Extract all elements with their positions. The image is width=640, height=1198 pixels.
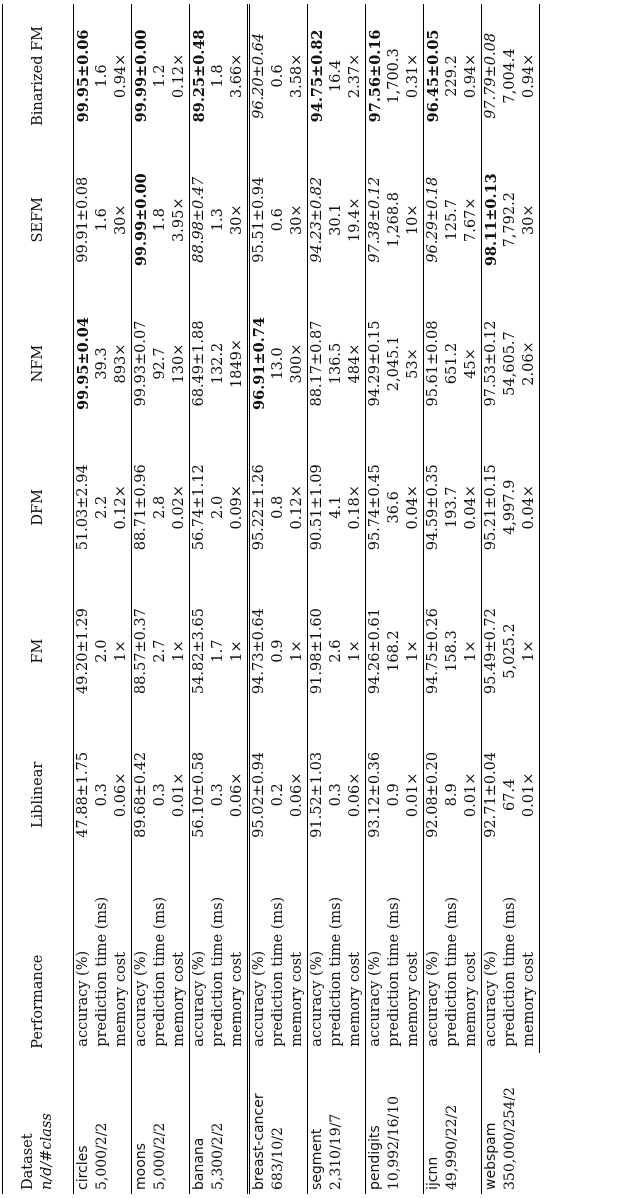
- value-cell: 30×: [520, 148, 540, 292]
- dataset-meta: 683/10/2: [270, 1127, 286, 1190]
- table-row: [228, 4, 249, 1194]
- table-row: [288, 4, 308, 1194]
- value-cell: 125.7: [444, 198, 460, 241]
- value-cell: 2,045.1: [386, 335, 402, 392]
- dataset-cell: [190, 1053, 249, 1194]
- value-cell: 88.57±0.37: [132, 579, 152, 723]
- dataset-meta: 2,310/19/7: [328, 1113, 344, 1190]
- metric-label: accuracy (%): [249, 867, 270, 1053]
- value-cell: 2.8: [152, 495, 168, 519]
- metric-label: accuracy (%): [366, 867, 386, 1053]
- value-cell: 91.98±1.60: [308, 579, 328, 723]
- dataset-meta: 350,000/254/2: [502, 1087, 518, 1190]
- method-header: FM: [3, 579, 74, 723]
- table-row: [482, 4, 502, 1194]
- metric-label: memory cost: [171, 952, 187, 1047]
- value-cell: 97.79±0.08: [482, 4, 502, 148]
- value-cell: 56.74±1.12: [190, 435, 210, 579]
- table-row: [249, 4, 270, 1194]
- metric-label: memory cost: [347, 952, 363, 1047]
- value-cell: 3.95×: [171, 197, 187, 242]
- value-cell: 132.2: [210, 342, 226, 385]
- value-cell: 0.9: [386, 783, 402, 807]
- value-cell: 99.93±0.07: [132, 292, 152, 436]
- value-cell: 89.25±0.48: [190, 4, 210, 148]
- metric-label: accuracy (%): [308, 867, 328, 1053]
- metric-label: prediction time (ms): [444, 896, 460, 1047]
- table-body: [74, 4, 540, 1194]
- value-cell: 95.51±0.94: [249, 148, 270, 292]
- metric-label: prediction time (ms): [210, 896, 226, 1047]
- value-cell: 193.7: [444, 486, 460, 529]
- value-cell: 96.20±0.64: [249, 4, 270, 148]
- value-cell: 0.31×: [405, 53, 421, 99]
- results-table: [2, 4, 540, 1194]
- value-cell: 30×: [229, 204, 245, 236]
- value-cell: 51.03±2.94: [74, 435, 94, 579]
- table-row: [269, 4, 288, 1194]
- value-cell: 0.06×: [229, 772, 245, 818]
- value-cell: 1×: [463, 640, 479, 662]
- value-cell: 56.10±0.58: [190, 723, 210, 867]
- value-cell: 94.29±0.15: [366, 292, 386, 436]
- value-cell: 95.22±1.26: [249, 435, 270, 579]
- value-cell: 0.12×: [171, 53, 187, 99]
- metric-label: prediction time (ms): [386, 896, 402, 1047]
- value-cell: 95.61±0.08: [424, 292, 444, 436]
- value-cell: 96.45±0.05: [424, 4, 444, 148]
- value-cell: 94.59±0.35: [424, 435, 444, 579]
- dataset-meta: 5,300/2/2: [210, 1122, 226, 1190]
- value-cell: 96.91±0.74: [249, 292, 270, 436]
- value-cell: 2.0: [210, 495, 226, 519]
- value-cell: 1×: [113, 640, 129, 662]
- metric-label: prediction time (ms): [152, 896, 168, 1047]
- value-cell: 49.20±1.29: [74, 579, 94, 723]
- method-header: Liblinear: [3, 723, 74, 867]
- value-cell: 95.74±0.45: [366, 435, 386, 579]
- value-cell: 10×: [405, 204, 421, 236]
- table-row: [424, 4, 444, 1194]
- table-row: [190, 4, 210, 1194]
- value-cell: 1,268.8: [386, 192, 402, 248]
- dataset-cell: [308, 1053, 366, 1194]
- table-row: [443, 4, 462, 1194]
- dataset-header: [3, 1053, 74, 1194]
- value-cell: 16.4: [328, 59, 344, 93]
- dataset-name: banana: [191, 1137, 207, 1190]
- value-cell: 94.26±0.61: [366, 579, 386, 723]
- metric-label: memory cost: [229, 952, 245, 1047]
- value-cell: 0.12×: [113, 485, 129, 530]
- value-cell: 1×: [405, 640, 421, 662]
- metric-label: accuracy (%): [74, 867, 94, 1053]
- value-cell: 8.9: [444, 783, 460, 807]
- value-cell: 893×: [113, 343, 129, 384]
- table-row: [308, 4, 328, 1194]
- value-cell: 45×: [463, 348, 479, 379]
- metric-label: prediction time (ms): [502, 896, 518, 1047]
- value-cell: 97.38±0.12: [366, 148, 386, 292]
- table-row: [170, 4, 190, 1194]
- metric-label: accuracy (%): [132, 867, 152, 1053]
- value-cell: 0.01×: [520, 723, 540, 867]
- value-cell: 0.3: [152, 783, 168, 807]
- value-cell: 2.2: [94, 495, 110, 519]
- dataset-meta: 10,992/16/10: [386, 1095, 402, 1190]
- dataset-name: moons: [133, 1143, 149, 1190]
- metric-label: memory cost: [520, 867, 540, 1053]
- value-cell: 36.6: [386, 491, 402, 524]
- value-cell: 0.94×: [520, 4, 540, 148]
- value-cell: 5,025.2: [502, 623, 518, 679]
- value-cell: 67.4: [502, 778, 518, 812]
- value-cell: 94.75±0.26: [424, 579, 444, 723]
- value-cell: 0.3: [210, 783, 226, 807]
- value-cell: 3.66×: [229, 53, 245, 99]
- value-cell: 0.94×: [463, 53, 479, 99]
- value-cell: 0.02×: [171, 485, 187, 530]
- value-cell: 98.11±0.13: [482, 148, 502, 292]
- value-cell: 1,700.3: [386, 48, 402, 104]
- value-cell: 88.71±0.96: [132, 435, 152, 579]
- method-header: SEFM: [3, 148, 74, 292]
- metric-label: prediction time (ms): [328, 896, 344, 1047]
- value-cell: 94.75±0.82: [308, 4, 328, 148]
- value-cell: 0.6: [270, 64, 286, 88]
- value-cell: 91.52±1.03: [308, 723, 328, 867]
- dataset-cell: [132, 1053, 190, 1194]
- value-cell: 1×: [347, 640, 363, 662]
- value-cell: 130×: [171, 343, 187, 384]
- value-cell: 96.29±0.18: [424, 148, 444, 292]
- value-cell: 95.02±0.94: [249, 723, 270, 867]
- method-header: DFM: [3, 435, 74, 579]
- value-cell: 168.2: [386, 630, 402, 672]
- value-cell: 0.01×: [405, 772, 421, 818]
- value-cell: 0.04×: [463, 485, 479, 530]
- value-cell: 0.2: [270, 783, 286, 807]
- value-cell: 0.06×: [347, 772, 363, 818]
- metric-label: memory cost: [113, 952, 129, 1047]
- value-cell: 2.6: [328, 639, 344, 663]
- value-cell: 1.6: [94, 64, 110, 88]
- value-cell: 0.18×: [347, 485, 363, 530]
- value-cell: 30.1: [328, 203, 344, 236]
- metric-label: prediction time (ms): [270, 896, 286, 1047]
- value-cell: 88.98±0.47: [190, 148, 210, 292]
- table-row: [520, 4, 540, 1194]
- value-cell: 0.3: [94, 783, 110, 807]
- header-row: [3, 4, 74, 1194]
- value-cell: 0.01×: [463, 772, 479, 818]
- value-cell: 92.08±0.20: [424, 723, 444, 867]
- value-cell: 229.2: [444, 55, 460, 97]
- value-cell: 3.58×: [289, 53, 305, 99]
- value-cell: 300×: [289, 343, 305, 384]
- value-cell: 99.95±0.04: [74, 292, 94, 436]
- value-cell: 88.17±0.87: [308, 292, 328, 436]
- value-cell: 1.8: [152, 208, 168, 232]
- metric-label: prediction time (ms): [94, 896, 110, 1047]
- value-cell: 53×: [405, 348, 421, 379]
- value-cell: 136.5: [328, 342, 344, 385]
- table-row: [132, 4, 152, 1194]
- value-cell: 99.99±0.00: [132, 4, 152, 148]
- value-cell: 90.51±1.09: [308, 435, 328, 579]
- value-cell: 92.71±0.04: [482, 723, 502, 867]
- value-cell: 0.04×: [405, 485, 421, 530]
- value-cell: 94.23±0.82: [308, 148, 328, 292]
- value-cell: 92.7: [152, 347, 168, 380]
- table-row: [327, 4, 346, 1194]
- value-cell: 1×: [520, 579, 540, 723]
- dataset-name: pendigits: [367, 1125, 383, 1190]
- value-cell: 13.0: [270, 347, 286, 380]
- value-cell: 68.49±1.88: [190, 292, 210, 436]
- table-row: [209, 4, 228, 1194]
- value-cell: 0.94×: [113, 53, 129, 99]
- value-cell: 0.06×: [289, 772, 305, 818]
- performance-header: Performance: [3, 867, 74, 1053]
- value-cell: 99.99±0.00: [132, 148, 152, 292]
- value-cell: 0.8: [270, 495, 286, 519]
- dataset-cell: [424, 1053, 482, 1194]
- dataset-name: breast-cancer: [251, 1093, 267, 1190]
- dataset-cell: [366, 1053, 424, 1194]
- dataset-name: circles: [75, 1145, 91, 1190]
- dataset-cell: [249, 1053, 308, 1194]
- value-cell: 0.09×: [229, 485, 245, 530]
- metric-label: memory cost: [463, 952, 479, 1047]
- metric-label: accuracy (%): [482, 867, 502, 1053]
- value-cell: 47.88±1.75: [74, 723, 94, 867]
- value-cell: 54.82±3.65: [190, 579, 210, 723]
- value-cell: 2.37×: [347, 53, 363, 99]
- value-cell: 99.95±0.06: [74, 4, 94, 148]
- value-cell: 1×: [229, 640, 245, 662]
- value-cell: 95.49±0.72: [482, 579, 502, 723]
- dataset-name: ijcnn: [425, 1156, 441, 1190]
- value-cell: 30×: [113, 204, 129, 236]
- value-cell: 54,605.7: [502, 331, 518, 396]
- value-cell: 7.67×: [463, 197, 479, 242]
- dataset-cell: [482, 1053, 540, 1194]
- dataset-cell: [74, 1053, 132, 1194]
- dataset-meta: 5,000/2/2: [152, 1122, 168, 1190]
- value-cell: 0.06×: [113, 772, 129, 818]
- dataset-name: segment: [309, 1128, 325, 1190]
- value-cell: 0.01×: [171, 772, 187, 818]
- value-cell: 4,997.9: [502, 479, 518, 535]
- value-cell: 0.6: [270, 208, 286, 232]
- value-cell: 1849×: [229, 338, 245, 389]
- table-row: [112, 4, 132, 1194]
- value-cell: 39.3: [94, 347, 110, 380]
- value-cell: 0.3: [328, 783, 344, 807]
- value-cell: 99.91±0.08: [74, 148, 94, 292]
- dataset-header-sub: n/d/#class: [39, 1113, 55, 1190]
- value-cell: 97.53±0.12: [482, 292, 502, 436]
- table-row: [346, 4, 366, 1194]
- value-cell: 1.8: [210, 64, 226, 88]
- value-cell: 94.73±0.64: [249, 579, 270, 723]
- value-cell: 89.68±0.42: [132, 723, 152, 867]
- value-cell: 93.12±0.36: [366, 723, 386, 867]
- value-cell: 97.56±0.16: [366, 4, 386, 148]
- method-header: NFM: [3, 292, 74, 436]
- value-cell: 7,792.2: [502, 192, 518, 248]
- metric-label: accuracy (%): [424, 867, 444, 1053]
- value-cell: 651.2: [444, 342, 460, 385]
- value-cell: 7,004.4: [502, 48, 518, 104]
- value-cell: 1.3: [210, 208, 226, 232]
- value-cell: 484×: [347, 343, 363, 384]
- table-row: [462, 4, 482, 1194]
- method-header: Binarized FM: [3, 4, 74, 148]
- value-cell: 158.3: [444, 630, 460, 672]
- dataset-name: webspam: [483, 1122, 499, 1190]
- value-cell: 2.06×: [520, 292, 540, 436]
- value-cell: 1.6: [94, 208, 110, 232]
- value-cell: 4.1: [328, 495, 344, 519]
- value-cell: 1.2: [152, 64, 168, 88]
- value-cell: 95.21±0.15: [482, 435, 502, 579]
- value-cell: 30×: [289, 204, 305, 236]
- value-cell: 1.7: [210, 639, 226, 663]
- table-row: [93, 4, 112, 1194]
- table-row: [385, 4, 404, 1194]
- dataset-header-label: Dataset: [20, 1133, 36, 1190]
- value-cell: 0.9: [270, 639, 286, 663]
- dataset-meta: 49,990/22/2: [444, 1104, 460, 1190]
- value-cell: 0.12×: [289, 485, 305, 530]
- table-row: [151, 4, 170, 1194]
- value-cell: 19.4×: [347, 197, 363, 242]
- value-cell: 0.04×: [520, 435, 540, 579]
- value-cell: 1×: [171, 640, 187, 662]
- metric-label: memory cost: [405, 952, 421, 1047]
- table-row: [404, 4, 424, 1194]
- table-row: [74, 4, 94, 1194]
- value-cell: 2.7: [152, 639, 168, 663]
- value-cell: 1×: [289, 640, 305, 662]
- metric-label: memory cost: [289, 952, 305, 1047]
- table-row: [501, 4, 520, 1194]
- table-row: [366, 4, 386, 1194]
- metric-label: accuracy (%): [190, 867, 210, 1053]
- value-cell: 2.0: [94, 639, 110, 663]
- dataset-meta: 5,000/2/2: [94, 1122, 110, 1190]
